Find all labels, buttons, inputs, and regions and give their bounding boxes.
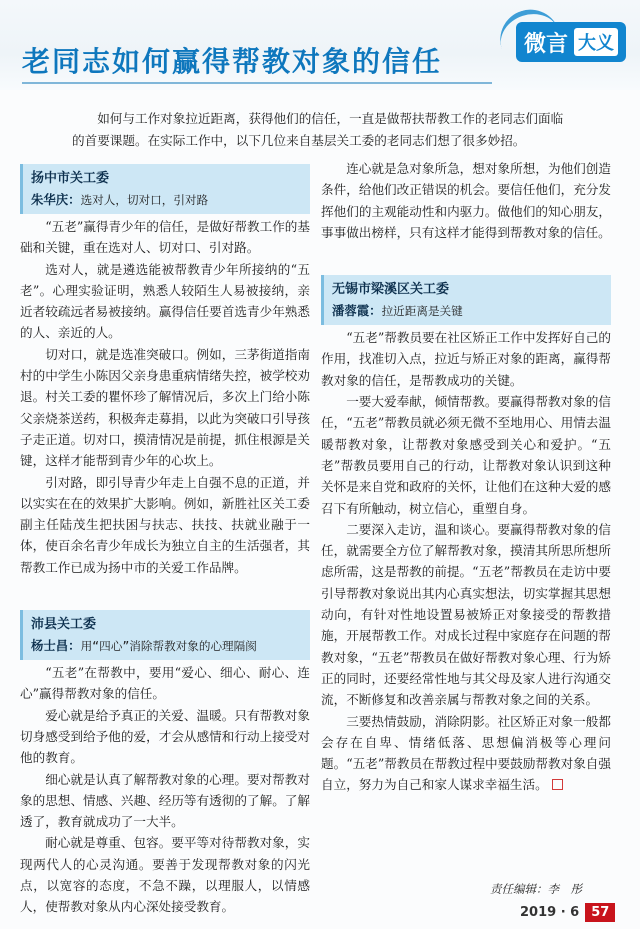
paragraph [321, 711, 611, 796]
editor-credit: 责任编辑：李 彤 [490, 882, 582, 896]
paragraph: 引对路，即引导青少年走上自强不息的正道，并以实实在在的效果扩大影响。例如，新胜社区关工委副主任陆茂生把扶困与扶志、扶技、扶就业融于一体，使百余名青少年成长为独立自主的生活强者，其帮教工作已成为扬中市的关爱工作品牌。 [20, 474, 310, 575]
section-header [20, 610, 310, 660]
paragraph-text: 三要热情鼓励，消除阴影。社区矫正对象一般都会存在自卑、情绪低落、思想偏消极等心理问题。“五老”帮教员在帮教过程中要鼓励帮教对象自强自立，努力为自己和家人谋求幸福生活。 [321, 713, 611, 793]
section-subtitle [332, 301, 603, 321]
page-footer [520, 903, 615, 922]
section-header [321, 275, 611, 325]
author-name: 潘蓉霞： [332, 303, 382, 319]
logo-box [516, 22, 626, 62]
section-title: 扬中市关工委 [31, 171, 110, 186]
paragraph: “五老”帮教员要在社区矫正工作中发挥好自己的作用，找准切入点，拉近与矫正对象的距离，赢得帮教对象的信任，是帮教成功的关键。 [321, 330, 611, 388]
left-column [20, 158, 310, 918]
section-subtitle [31, 190, 302, 210]
section-point: 拉近距离是关键 [381, 304, 463, 319]
author-name: 杨士昌： [31, 638, 81, 654]
issue-label: 2019 · 6 [520, 905, 580, 920]
section-title: 无锡市梁溪区关工委 [332, 282, 450, 298]
section-spacer [321, 243, 611, 269]
page-number-badge: 57 [585, 903, 615, 922]
paragraph: 一要大爱奉献，倾情帮教。要赢得帮教对象的信任，“五老”帮教员就必须无微不至地用心、用情去温暖帮教对象，让帮教对象感受到关心和爱护。“五老”帮教员要用自己的行动，让帮教对象认识到这种关怀是来自党和政府的关怀，让他们在这种大爱的感召下有所触动，树立信心，重塑自身。 [321, 394, 611, 516]
section-title: 沛县关工委 [31, 617, 97, 633]
paragraph: 二要深入走访，温和谈心。要赢得帮教对象的信任，就需要全方位了解帮教对象，摸清其所思所想所虑所需，这是帮教的前提。“五老”帮教员在走访中要引导帮教对象说出其内心真实想法，切实掌握其思想动向，有针对性地设置易被矫正对象接受的帮教措施，开展帮教工作。对成长过程中家庭存在问题的帮教对象，“五老”帮教员在做好帮教对象心理、行为矫正的同时，还要经常性地与其父母及家人进行沟通交流，不断修复和改善亲属与帮教对象之间的关系。 [321, 521, 611, 708]
end-square-icon [552, 779, 563, 790]
author-name: 朱华庆： [31, 192, 81, 207]
section-spacer [20, 578, 310, 604]
paragraph: 选对人，就是遴选能被帮教青少年所接纳的“五老”。心理实验证明，熟悉人较陌生人易被接纳，亲近者较疏远者易被接纳。赢得信任要首选青少年熟悉的人、亲近的人。 [20, 261, 310, 341]
logo-small-text: 微言 [524, 31, 569, 57]
article-title: 老同志如何赢得帮教对象的信任 [22, 45, 443, 78]
paragraph: “五老”在帮教中，要用“爱心、细心、耐心、连心”赢得帮教对象的信任。 [20, 665, 310, 702]
paragraph: 细心就是认真了解帮教对象的心理。要对帮教对象的思想、情感、兴趣、经历等有透彻的了解。了解透了，教育就成功了一大半。 [20, 771, 310, 830]
paragraph: 连心就是急对象所急，想对象所想，为他们创造条件，给他们改正错误的机会。要信任他们，充分发挥他们的主观能动性和内驱力。做他们的知心朋友，事事做出榜样，只有这样才能得到帮教对象的信任。 [321, 161, 611, 240]
paragraph: 爱心就是给予真正的关爱、温暖。只有帮教对象切身感受到给予他的爱，才会从感情和行动上接受对他的教育。 [20, 707, 310, 766]
right-column [321, 158, 611, 796]
logo-big-text: 大义 [574, 28, 618, 56]
paragraph: 切对口，就是选准突破口。例如，三茅街道指南村的中学生小陈因父亲身患重病情绪失控，被学校劝退。村关工委的瞿怀珍了解情况后，多次上门给小陈父亲烧茶送药，积极奔走募捐，以此为突破口引导孩子走正道。切对口，摸清情况是前提，抓住根源是关键，这样才能帮到青少年的心坎上。 [20, 346, 310, 469]
section-subtitle [31, 636, 302, 656]
paragraph: “五老”赢得青少年的信任，是做好帮教工作的基础和关键，重在选对人、切对口、引对路。 [20, 219, 310, 256]
section-point: 选对人，切对口，引对路 [80, 193, 209, 207]
title-underline [22, 82, 492, 84]
paragraph: 耐心就是尊重、包容。要平等对待帮教对象，实现两代人的心灵沟通。要善于发现帮教对象的闪光点，以宽容的态度，不急不躁，以理服人，以情感人，使帮教对象从内心深处接受教育。 [20, 835, 310, 915]
intro-paragraph: 如何与工作对象拉近距离，获得他们的信任，一直是做帮扶帮教工作的老同志们面临的首要课题。在实际工作中，以下几位来自基层关工委的老同志们想了很多妙招。 [72, 111, 564, 148]
column-logo [498, 10, 634, 72]
section-point: 用“四心”消除帮教对象的心理隔阂 [80, 639, 257, 654]
section-header [20, 164, 310, 214]
